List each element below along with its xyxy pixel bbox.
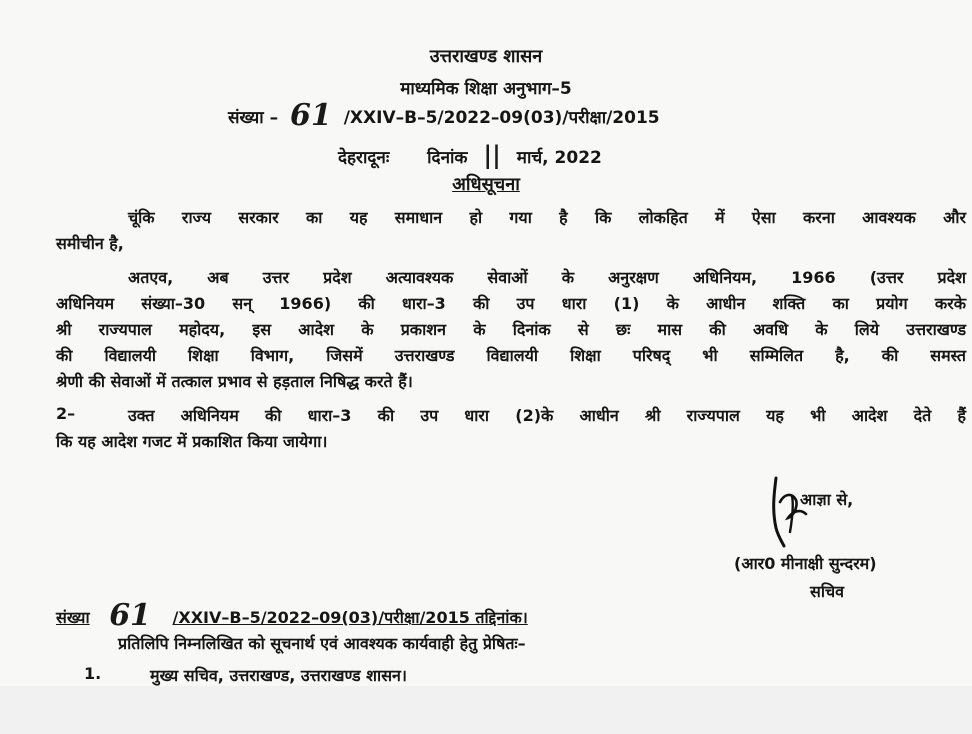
signatory-designation: सचिव <box>810 582 845 601</box>
para2-line3: श्री राज्यपाल महोदय, इस आदेश के प्रकाशन के दिनांक से छः मास की अवधि के लिये उत्तराखण्ड <box>56 320 966 339</box>
place: देहरादूनः <box>338 148 390 168</box>
date-day-handwritten: || <box>483 140 501 169</box>
signature-scribble <box>762 472 822 550</box>
footer-ref-number-handwritten: 61 <box>109 598 151 633</box>
copy-item1-number: 1. <box>84 664 102 683</box>
copy-forward-line: प्रतिलिपि निम्नलिखित को सूचनार्थ एवं आवश्यक कार्यवाही हेतु प्रेषितः– <box>118 634 526 653</box>
para3-line1: उक्त अधिनियम की धारा–3 की उप धारा (2)के आधीन श्री राज्यपाल यह भी आदेश देते हैं <box>128 406 966 425</box>
reference-line <box>228 96 660 131</box>
footer-ref-suffix: /XXIV–B–5/2022–09(03)/परीक्षा/2015 तद्दिनांक। <box>172 608 528 627</box>
signatory-name: (आर0 मीनाक्षी सुन्दरम) <box>734 554 877 573</box>
copy-item1-text: मुख्य सचिव, उत्तराखण्ड, उत्तराखण्ड शासन। <box>150 666 407 685</box>
para2-line4: की विद्यालयी शिक्षा विभाग, जिसमें उत्तराखण्ड विद्यालयी शिक्षा परिषद् भी सम्मिलित है, की समस्त <box>56 346 966 365</box>
para3-number: 2– <box>56 404 76 423</box>
place-date-line <box>338 140 602 169</box>
page-margin <box>0 686 972 734</box>
para3-line2: कि यह आदेश गजट में प्रकाशित किया जायेगा। <box>56 432 328 451</box>
footer-reference-line <box>56 596 528 631</box>
ref-number-handwritten: 61 <box>290 98 332 133</box>
para2-line5: श्रेणी की सेवाओं में तत्काल प्रभाव से हड़ताल निषिद्ध करते हैं। <box>56 372 413 391</box>
para2-line2: अधिनियम संख्या–30 सन् 1966) की धारा–3 की उप धारा (1) के आधीन शक्ति का प्रयोग करके <box>56 294 966 313</box>
para1-line1: चूंकि राज्य सरकार का यह समाधान हो गया है कि लोकहित में ऐसा करना आवश्यक और <box>128 208 966 227</box>
date-month-year: मार्च, 2022 <box>516 148 602 168</box>
notice-title: अधिसूचना <box>452 174 520 195</box>
by-order: आज्ञा से, <box>800 490 854 509</box>
ref-prefix: संख्या – <box>228 108 279 128</box>
para2-line1: अतएव, अब उत्तर प्रदेश अत्यावश्यक सेवाओं के अनुरक्षण अधिनियम, 1966 (उत्तर प्रदेश <box>128 268 966 287</box>
date-label: दिनांक <box>427 148 468 168</box>
footer-ref-prefix: संख्या <box>56 608 90 627</box>
ref-suffix: /XXIV–B–5/2022–09(03)/परीक्षा/2015 <box>343 108 660 128</box>
section-title: माध्यमिक शिक्षा अनुभाग–5 <box>400 79 572 99</box>
govt-title: उत्तराखण्ड शासन <box>429 46 543 67</box>
para1-line2: समीचीन है, <box>56 234 124 253</box>
